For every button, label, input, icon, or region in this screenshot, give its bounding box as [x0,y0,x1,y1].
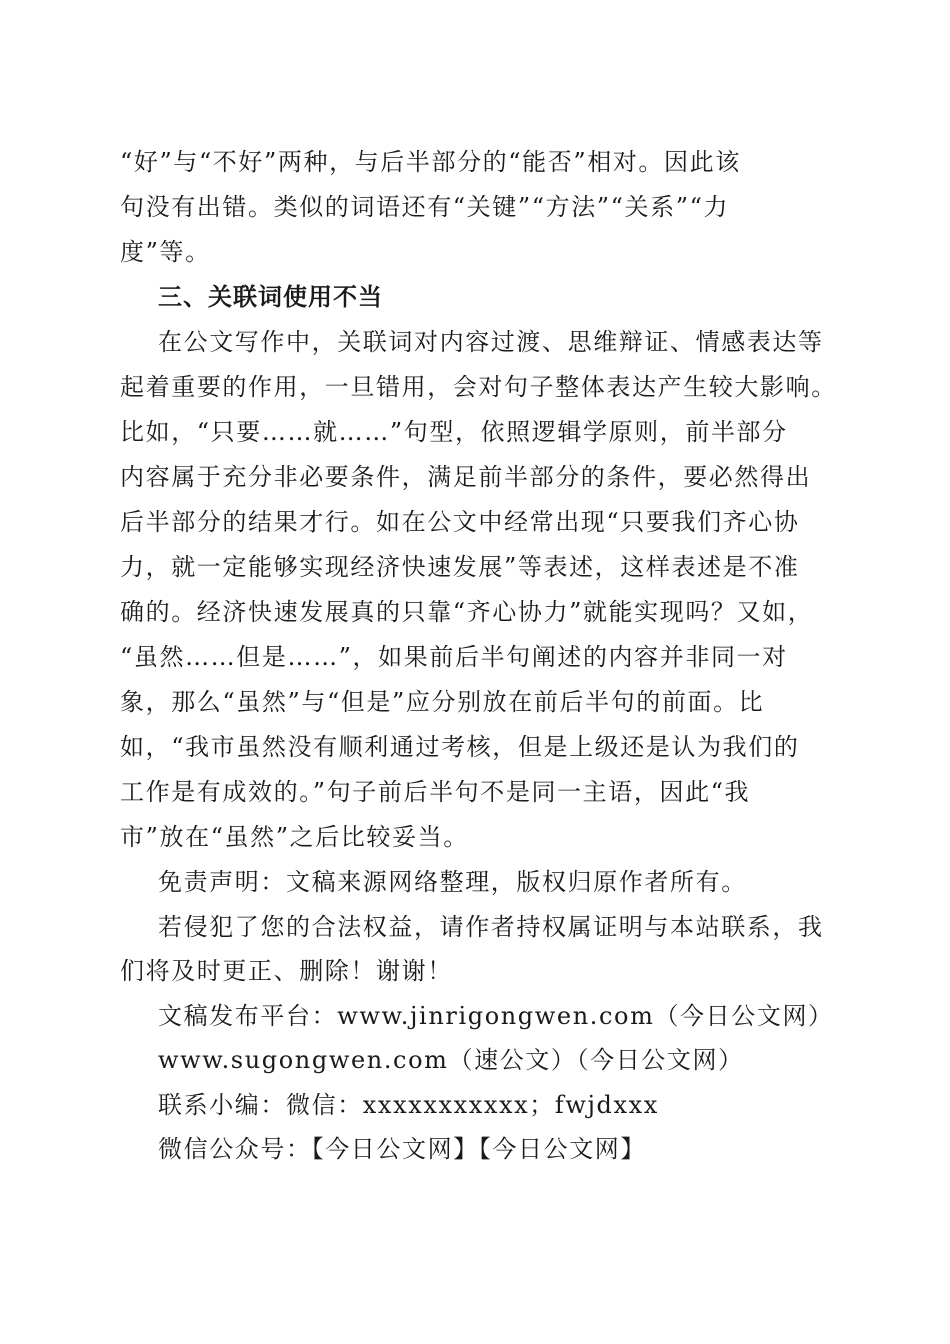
document-body [120,140,840,1172]
paragraph-line: 确的。经济快速发展真的只靠“齐心协力”就能实现吗？又如， [120,598,814,626]
infringement-text: 们将及时更正、删除！谢谢！ [120,957,453,985]
site-link[interactable]: www.sugongwen.com（速公文）（今日公文网） [158,1046,744,1074]
paragraph-line: 在公文写作中，关联词对内容过渡、思维辩证、情感表达等 [158,328,824,356]
paragraph-line: 起着重要的作用，一旦错用，会对句子整体表达产生较大影响。 [120,373,837,401]
paragraph-line: 后半部分的结果才行。如在公文中经常出现“只要我们齐心协 [120,508,800,536]
paragraph-line: 比如，“只要……就……”句型，依照逻辑学原则，前半部分 [120,418,788,446]
paragraph-line: 力，就一定能够实现经济快速发展”等表述，这样表述是不准 [120,553,800,581]
paragraph-line: 句没有出错。类似的词语还有“关键”“方法”“关系”“力 [120,193,730,221]
paragraph-line: 如，“我市虽然没有顺利通过考核，但是上级还是认为我们的 [120,733,800,761]
paragraph-line: 市”放在“虽然”之后比较妥当。 [120,823,469,851]
section-heading: 三、关联词使用不当 [158,283,383,311]
platform-link[interactable]: 文稿发布平台：www.jinrigongwen.com（今日公文网） [158,1001,834,1030]
intro-paragraph [120,140,840,275]
paragraph-line: 工作是有成效的。”句子前后半句不是同一主语，因此“我 [120,778,751,806]
paragraph-line: 度”等。 [120,238,211,266]
infringement-text: 若侵犯了您的合法权益，请作者持权属证明与本站联系，我 [158,912,824,941]
footer-notice [120,860,840,1172]
paragraph-line: 象，那么“虽然”与“但是”应分别放在前后半句的前面。比 [120,688,765,716]
wechat-account-text: 微信公众号：【今日公文网】【今日公文网】 [158,1135,646,1163]
disclaimer-text: 免责声明：文稿来源网络整理，版权归原作者所有。 [158,868,747,896]
paragraph-line: “虽然……但是……”，如果前后半句阐述的内容并非同一对 [120,643,788,671]
paragraph-line: 内容属于充分非必要条件，满足前半部分的条件，要必然得出 [120,463,812,491]
paragraph-line: “好”与“不好”两种，与后半部分的“能否”相对。因此该 [120,148,741,176]
section-paragraph [120,320,840,860]
contact-text: 联系小编：微信：xxxxxxxxxxx；fwjdxxx [158,1090,659,1119]
